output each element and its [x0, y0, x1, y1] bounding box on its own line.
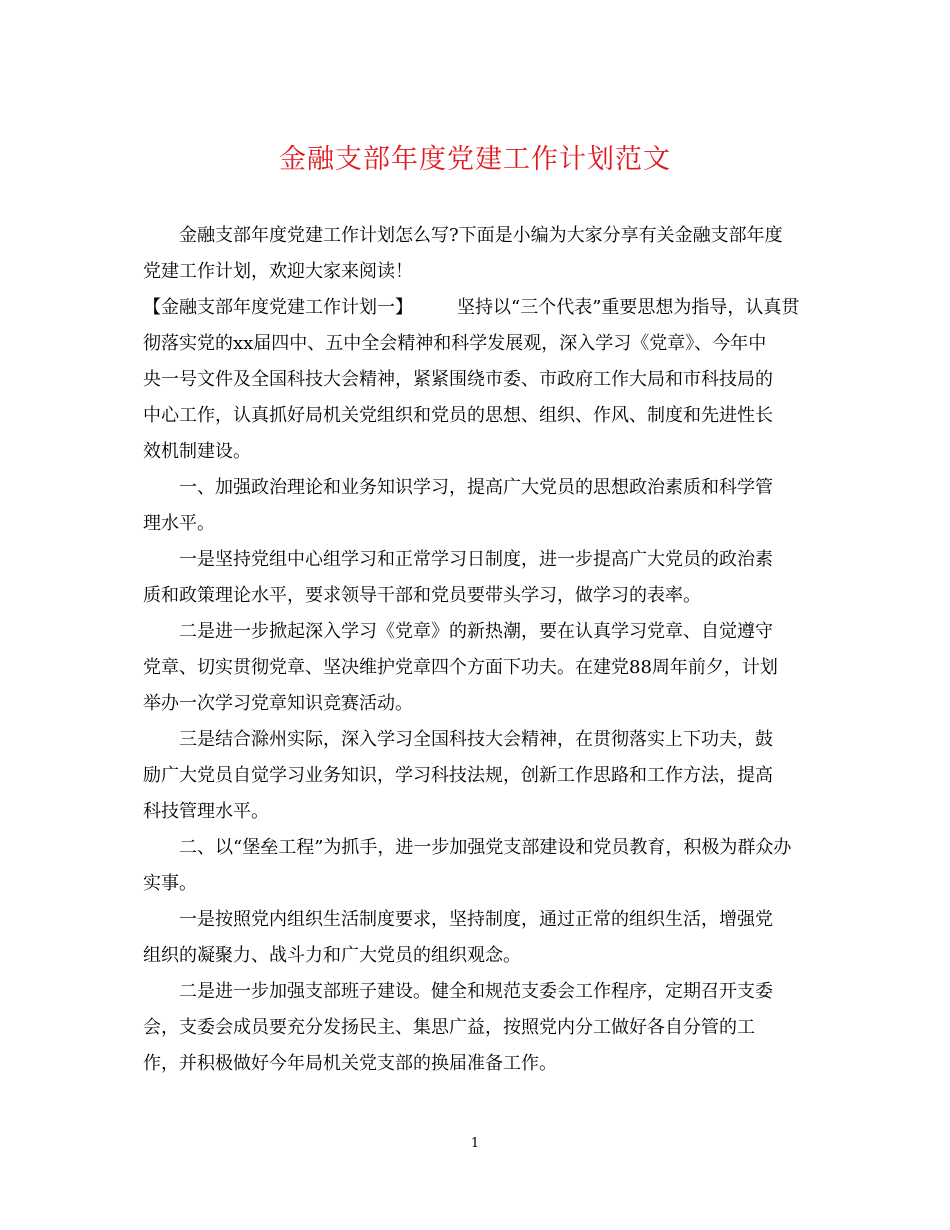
- paragraph-line: 二是进一步加强支部班子建设。健全和规范支委会工作程序，定期召开支委: [179, 981, 773, 1002]
- paragraph-line: 一是坚持党组中心组学习和正常学习日制度，进一步提高广大党员的政治素: [179, 549, 773, 570]
- paragraph-line: 党章、切实贯彻党章、坚决维护党章四个方面下功夫。在建党88周年前夕，计划: [143, 657, 778, 678]
- page-number: 1: [470, 1136, 480, 1151]
- paragraph-line: 一是按照党内组织生活制度要求，坚持制度，通过正常的组织生活，增强党: [179, 909, 773, 930]
- paragraph-line: 作，并积极做好今年局机关党支部的换届准备工作。: [143, 1053, 557, 1074]
- paragraph-line: 励广大党员自觉学习业务知识，学习科技法规，创新工作思路和工作方法，提高: [143, 765, 773, 786]
- paragraph-line: 三是结合滁州实际，深入学习全国科技大会精神，在贯彻落实上下功夫，鼓: [179, 729, 773, 750]
- paragraph-line: 金融支部年度党建工作计划怎么写?下面是小编为大家分享有关金融支部年度: [179, 225, 783, 246]
- paragraph-line: 实事。: [143, 873, 197, 894]
- paragraph-line: 一、加强政治理论和业务知识学习，提高广大党员的思想政治素质和科学管: [179, 477, 773, 498]
- paragraph-line: 坚持以“三个代表”重要思想为指导，认真贯: [457, 297, 800, 318]
- document-title: 金融支部年度党建工作计划范文: [279, 144, 671, 175]
- section-heading-line: [143, 290, 811, 326]
- paragraph-line: 组织的凝聚力、战斗力和广大党员的组织观念。: [143, 945, 521, 966]
- paragraph-line: 央一号文件及全国科技大会精神，紧紧围绕市委、市政府工作大局和市科技局的: [143, 369, 773, 390]
- paragraph-line: 党建工作计划，欢迎大家来阅读！: [143, 261, 413, 282]
- paragraph-line: 理水平。: [143, 513, 215, 534]
- paragraph-line: 会，支委会成员要充分发扬民主、集思广益，按照党内分工做好各自分管的工: [143, 1017, 755, 1038]
- paragraph-line: 二是进一步掀起深入学习《党章》的新热潮，要在认真学习党章、自觉遵守: [179, 621, 773, 642]
- paragraph-line: 中心工作，认真抓好局机关党组织和党员的思想、组织、作风、制度和先进性长: [143, 405, 773, 426]
- paragraph-line: 效机制建设。: [143, 441, 251, 462]
- section-heading: 【金融支部年度党建工作计划一】: [143, 297, 413, 318]
- paragraph-line: 质和政策理论水平，要求领导干部和党员要带头学习，做学习的表率。: [143, 585, 701, 606]
- document-body: [143, 218, 811, 1082]
- paragraph-line: 二、以“堡垒工程”为抓手，进一步加强党支部建设和党员教育，积极为群众办: [179, 837, 792, 858]
- paragraph-line: 科技管理水平。: [143, 801, 269, 822]
- paragraph-line: 举办一次学习党章知识竞赛活动。: [143, 693, 413, 714]
- paragraph-line: 彻落实党的xx届四中、五中全会精神和科学发展观，深入学习《党章》、今年中: [143, 333, 767, 354]
